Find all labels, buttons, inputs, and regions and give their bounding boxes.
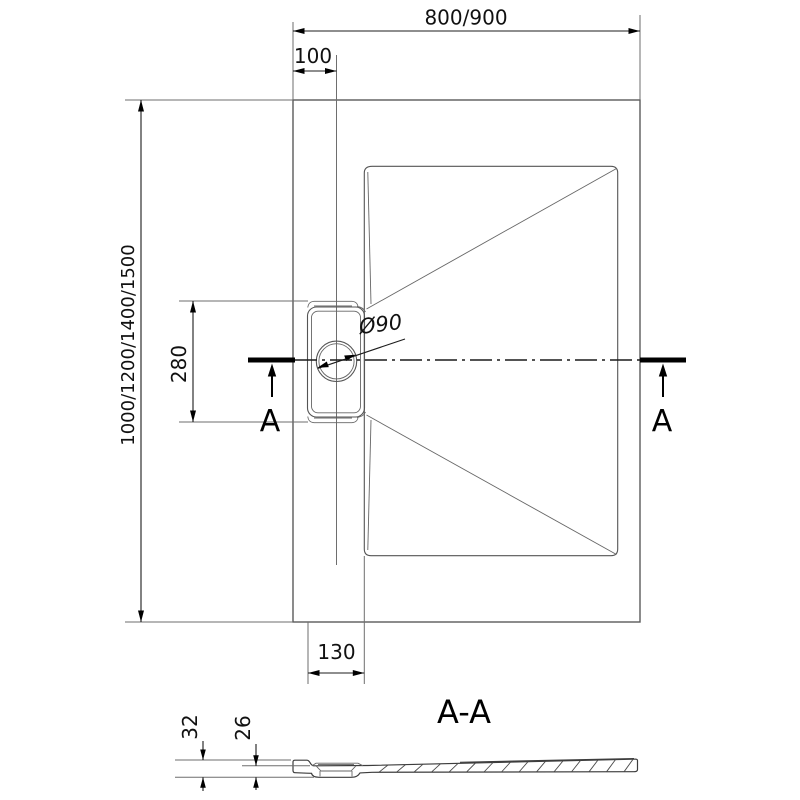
dim-overall-height (178, 714, 206, 791)
view-direction-arrow-left (268, 364, 276, 377)
section-letter-right: A (651, 404, 673, 439)
tray-outline (293, 100, 640, 622)
slope-crease (368, 420, 371, 550)
dim-length (118, 100, 144, 622)
section-profile (293, 759, 638, 778)
basin (364, 166, 617, 555)
section-letter-left: A (259, 404, 281, 439)
slope-diagonal (367, 415, 617, 555)
dim-overall-height-label: 32 (178, 714, 202, 740)
dim-channel-width-label: 130 (317, 640, 356, 664)
dim-length-label: 1000/1200/1400/1500 (118, 244, 139, 446)
section-title: A-A (437, 693, 491, 731)
dim-channel-length-label: 280 (167, 344, 191, 384)
dim-drain-offset (293, 44, 337, 74)
basin-outline (364, 166, 617, 555)
dim-inner-height-label: 26 (231, 715, 255, 741)
view-direction-arrow-right (659, 364, 667, 377)
slope-crease (368, 172, 371, 304)
plan-view (118, 6, 686, 685)
slope-diagonal (367, 169, 617, 310)
dim-drain-diameter-label: Ø90 (357, 309, 404, 339)
section-cut-line (248, 360, 686, 439)
section-view (175, 693, 638, 791)
dim-width (293, 6, 640, 35)
dim-width-label: 800/900 (424, 5, 508, 30)
dim-inner-height (231, 715, 259, 790)
dim-drain-offset-label: 100 (293, 44, 333, 68)
dim-channel-width (308, 556, 364, 684)
